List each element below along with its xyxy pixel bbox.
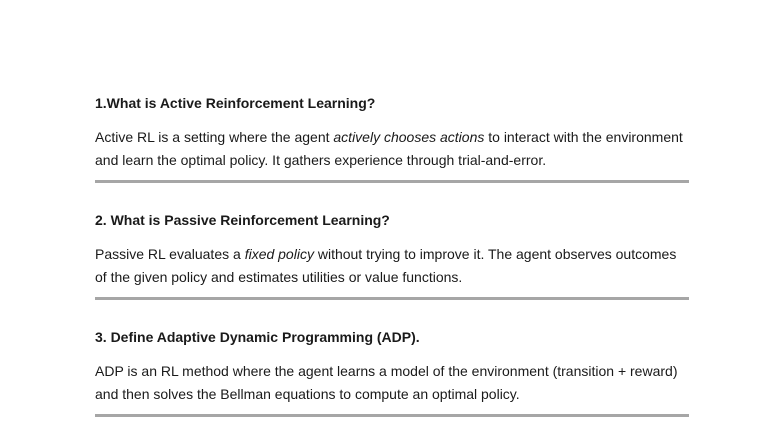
answer-paragraph	[95, 126, 689, 172]
answer-emphasis: fixed policy	[244, 246, 314, 262]
document-page	[95, 93, 689, 417]
section-divider	[95, 414, 689, 417]
answer-text: without trying to improve it. The agent observes outcomes of the given policy and estimates utilities or value functions.	[95, 246, 677, 285]
question-heading: 1.What is Active Reinforcement Learning?	[95, 95, 376, 111]
answer-paragraph	[95, 243, 689, 289]
answer-text: Active RL is a setting where the agent	[95, 129, 334, 145]
qa-section-passive-rl	[95, 210, 689, 300]
section-divider	[95, 180, 689, 183]
section-divider	[95, 297, 689, 300]
answer-text: Passive RL evaluates a	[95, 246, 245, 262]
answer-text: ADP is an RL method where the agent learns a model of the environment (transition + reward) and then solves the Bellman equations to compute an optimal policy.	[95, 363, 678, 402]
answer-paragraph	[95, 360, 689, 406]
answer-text: to interact with the environment and learn the optimal policy. It gathers experience through trial-and-error.	[95, 129, 683, 168]
qa-section-active-rl	[95, 93, 689, 183]
qa-section-adp	[95, 327, 689, 417]
question-heading: 2. What is Passive Reinforcement Learning?	[95, 212, 390, 228]
question-heading: 3. Define Adaptive Dynamic Programming (ADP).	[95, 329, 420, 345]
answer-emphasis: actively chooses actions	[333, 129, 485, 145]
